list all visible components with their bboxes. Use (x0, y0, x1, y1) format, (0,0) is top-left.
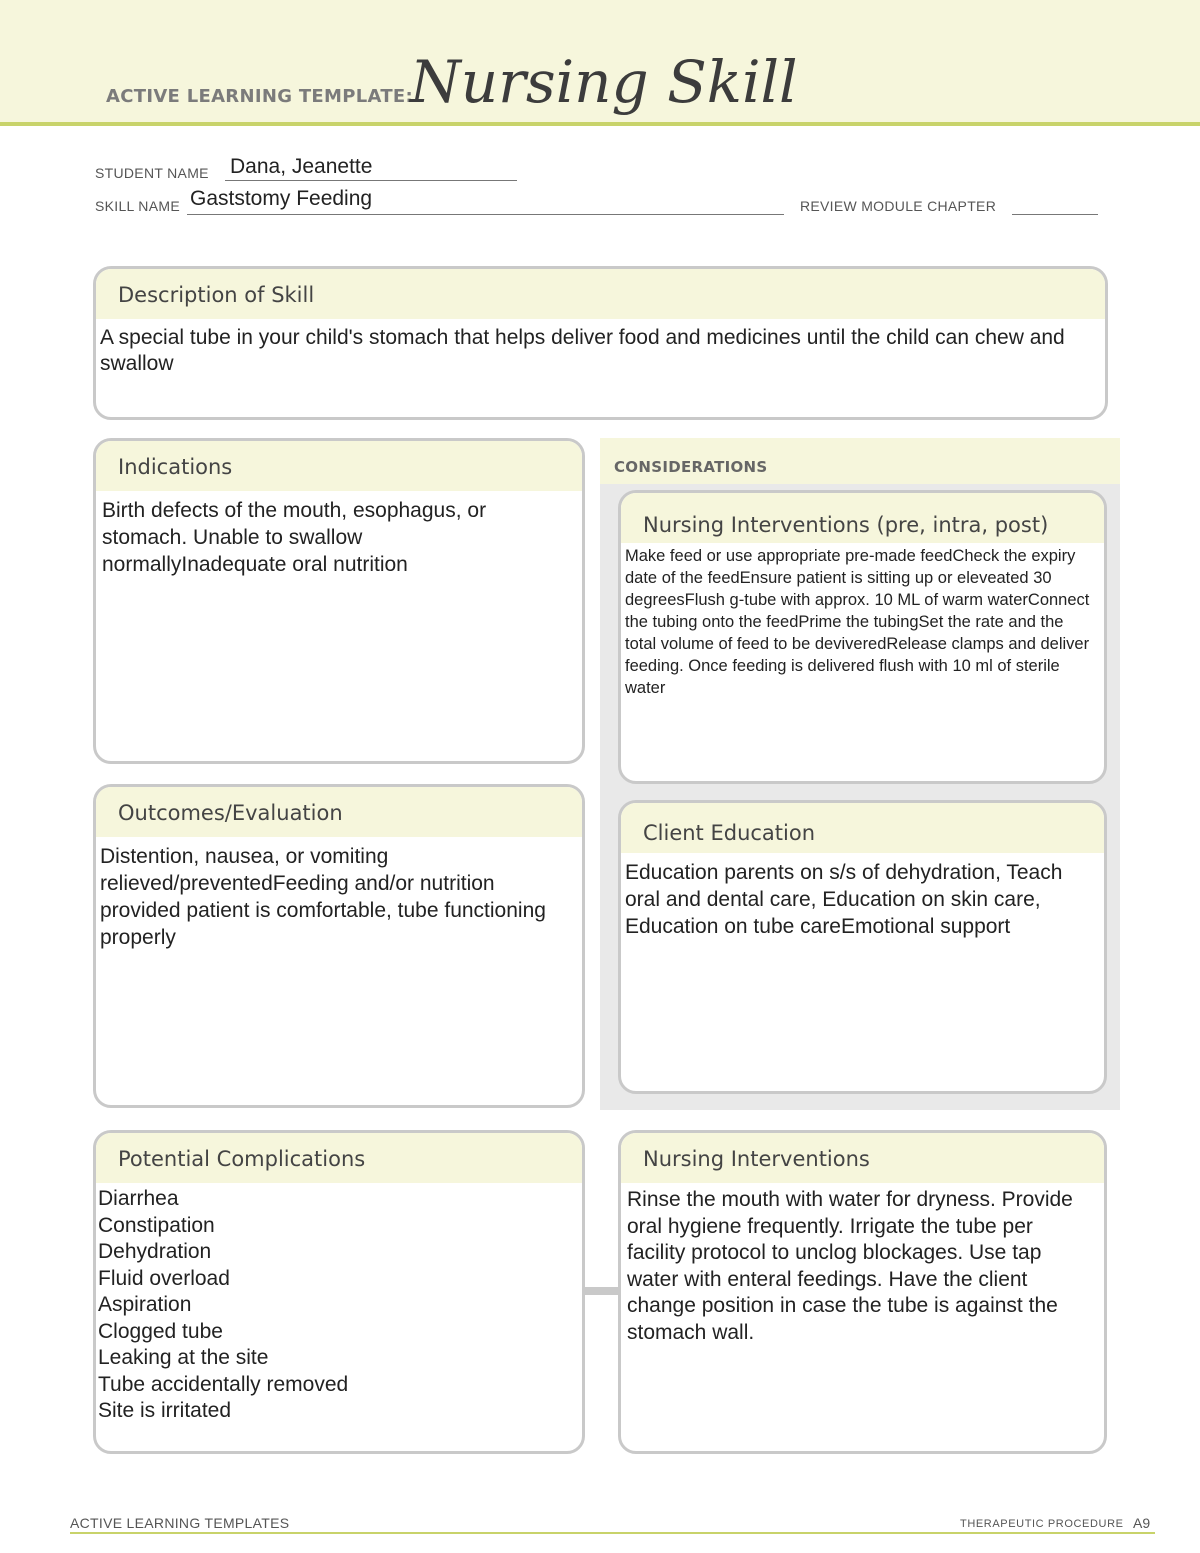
skill-name-label: SKILL NAME (95, 198, 180, 214)
complications-title: Potential Complications (118, 1147, 366, 1171)
skill-name-field[interactable]: Gaststomy Feeding (190, 187, 373, 210)
review-module-label: REVIEW MODULE CHAPTER (800, 198, 997, 214)
complications-body[interactable]: Diarrhea Constipation Dehydration Fluid overload Aspiration Clogged tube Leaking at the site Tube accidentally removed Site is irritated (98, 1187, 349, 1422)
header-rule (0, 122, 1200, 126)
indications-box (93, 438, 585, 764)
indications-title: Indications (118, 455, 233, 479)
client-education-body[interactable]: Education parents on s/s of dehydration, Teach oral and dental care, Education on skin care, Education on tube careEmotional support (625, 861, 1063, 938)
complications-box (93, 1130, 585, 1454)
nursing-interventions-pip-title: Nursing Interventions (pre, intra, post) (643, 513, 1049, 537)
nursing-interventions-body[interactable]: Rinse the mouth with water for dryness. Provide oral hygiene frequently. Irrigate the tube per facility protocol to unclog blockages. Use tap water with enteral feedings. Have the client change position in case the tube is against the stomach wall. (627, 1188, 1073, 1344)
description-title: Description of Skill (118, 283, 315, 307)
footer-right-label: THERAPEUTIC PROCEDURE (960, 1518, 1124, 1530)
indications-body[interactable]: Birth defects of the mouth, esophagus, or stomach. Unable to swallow normallyInadequate oral nutrition (102, 499, 487, 576)
template-title: Nursing Skill (410, 48, 798, 116)
considerations-title: CONSIDERATIONS (614, 458, 768, 476)
student-name-field[interactable]: Dana, Jeanette (230, 155, 373, 178)
review-module-line[interactable] (1012, 214, 1098, 215)
nursing-interventions-box (618, 1130, 1107, 1454)
template-prefix: ACTIVE LEARNING TEMPLATE: (106, 86, 413, 107)
skill-name-line (187, 214, 784, 215)
client-education-header (621, 803, 1104, 853)
indications-header (96, 441, 582, 491)
outcomes-body[interactable]: Distention, nausea, or vomiting relieved/preventedFeeding and/or nutrition provided patient is comfortable, tube functioning properly (100, 845, 546, 949)
outcomes-header (96, 787, 582, 837)
description-body[interactable]: A special tube in your child's stomach that helps deliver food and medicines until the child can chew and swallow (100, 326, 1065, 375)
description-box (93, 266, 1108, 420)
nursing-interventions-title: Nursing Interventions (643, 1147, 870, 1171)
nursing-interventions-pip-header (621, 493, 1104, 543)
outcomes-box (93, 784, 585, 1108)
student-name-label: STUDENT NAME (95, 165, 209, 181)
client-education-box (618, 800, 1107, 1094)
box-connector (583, 1287, 620, 1295)
footer-rule (70, 1532, 1155, 1534)
nursing-interventions-pip-box (618, 490, 1107, 784)
complications-header (96, 1133, 582, 1183)
footer-left-label: ACTIVE LEARNING TEMPLATES (70, 1515, 290, 1531)
footer-page-number: A9 (1133, 1515, 1151, 1531)
nursing-interventions-pip-body[interactable]: Make feed or use appropriate pre-made feedCheck the expiry date of the feedEnsure patient is sitting up or eleveated 30 degreesFlush g-tube with approx. 10 ML of warm waterConnect the tubing onto the feedPrime the tubingSet the rate and the total volume of feed to be deviveredRelease clamps and deliver feeding. Once feeding is delivered flush with 10 ml of sterile water (625, 547, 1090, 697)
student-name-line (225, 180, 517, 181)
outcomes-title: Outcomes/Evaluation (118, 801, 343, 825)
client-education-title: Client Education (643, 821, 816, 845)
nursing-interventions-header (621, 1133, 1104, 1183)
description-header (96, 269, 1105, 319)
